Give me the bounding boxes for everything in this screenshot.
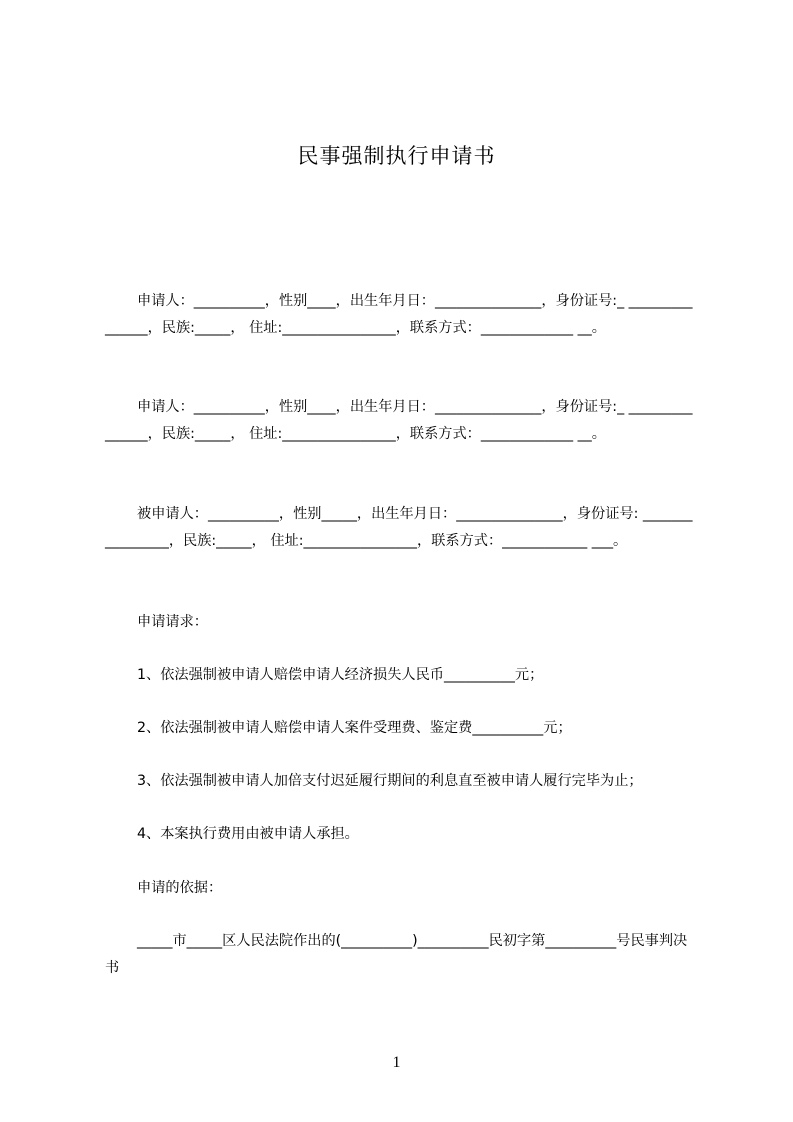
basis-heading: 申请的依据： — [137, 880, 223, 896]
request-item-2: 2、依法强制被申请人赔偿申请人案件受理费、鉴定费__________元； — [137, 720, 572, 736]
basis-paragraph: _____市_____区人民法院作出的(__________)__________民初字第__________号民事判决书 — [105, 933, 688, 976]
request-item-3: 3、依法强制被申请人加倍支付迟延履行期间的利息直至被申请人履行完毕为止； — [137, 773, 643, 789]
page-number: 1 — [392, 1054, 401, 1071]
request-item-1: 1、依法强制被申请人赔偿申请人经济损失人民币__________元； — [137, 667, 544, 683]
respondent-paragraph: 被申请人：__________，性别_____，出生年月日：_______________，身份证号: ________________，民族:_____， 住址:________________，联系方式：____________ ___。 — [105, 506, 693, 549]
applicant-2-paragraph: 申请人：__________，性别____，出生年月日：_______________，身份证号:_ _______________，民族:_____， 住址:________________，联系方式：_____________ __。 — [105, 399, 693, 442]
request-heading: 申请请求： — [137, 614, 208, 630]
document-title: 民事强制执行申请书 — [297, 144, 496, 168]
request-item-4: 4、本案执行费用由被申请人承担。 — [137, 826, 359, 842]
applicant-1-paragraph: 申请人：__________，性别____，出生年月日：_______________，身份证号:_ _______________，民族:_____， 住址:________________，联系方式：_____________ __。 — [105, 293, 693, 336]
